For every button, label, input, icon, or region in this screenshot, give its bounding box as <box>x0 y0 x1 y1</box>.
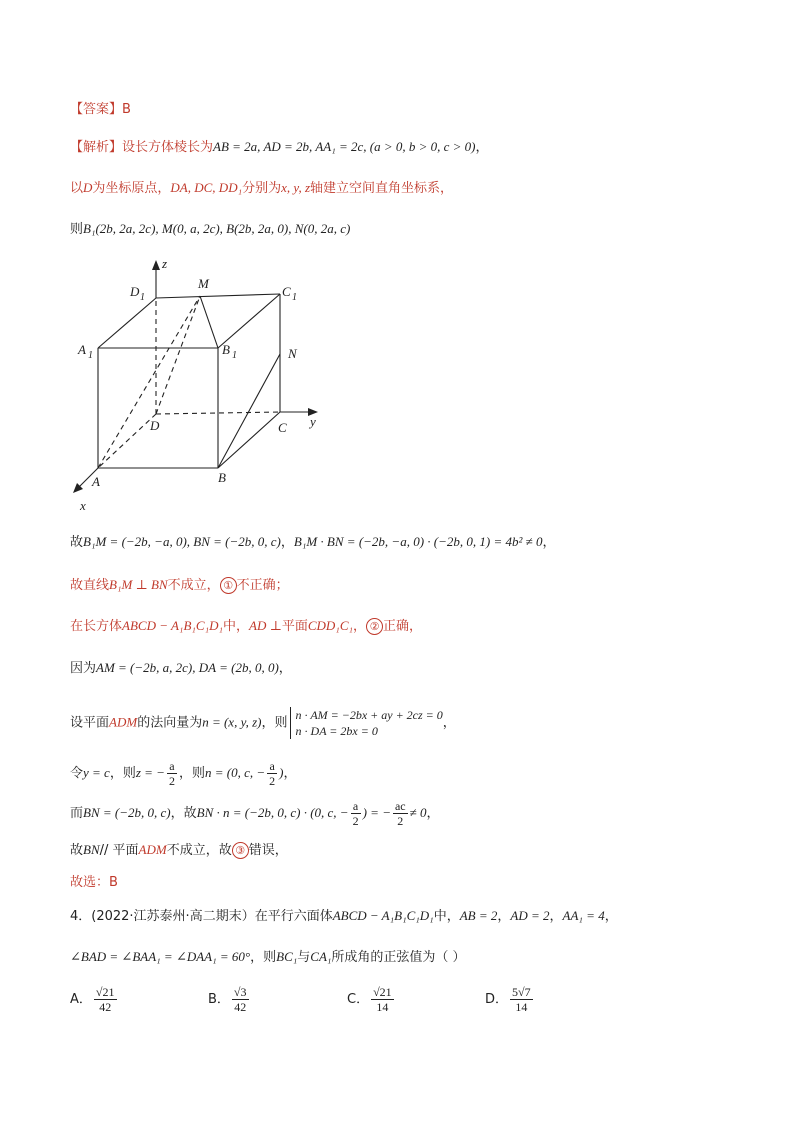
z-arrow <box>152 260 160 270</box>
analysis-label: 【解析】 <box>70 140 123 155</box>
math: y = c <box>83 765 110 780</box>
fraction <box>167 759 177 788</box>
frac-den: 42 <box>99 1000 112 1014</box>
choice-text: 故选：B <box>70 875 118 890</box>
math: x, y, z <box>281 180 311 195</box>
edge-D1-C1 <box>156 294 280 298</box>
edge-A-M <box>98 296 200 468</box>
option-fraction <box>94 985 117 1014</box>
text: 在长方体 <box>70 619 123 634</box>
edge-B-C <box>218 412 280 468</box>
text: 故 <box>70 535 84 550</box>
edge-B-N <box>218 354 280 468</box>
text: 不成立，故 <box>166 843 232 858</box>
text: 轴建立空间直角坐标系， <box>310 181 454 196</box>
math: AA₁ = 4 <box>562 908 605 923</box>
text: 以 <box>70 181 84 196</box>
label-N: N <box>288 346 297 361</box>
frac-num: a <box>351 799 361 814</box>
analysis-line-3 <box>70 219 350 240</box>
label-D: D <box>150 418 160 433</box>
math: n = (0, c, − <box>204 765 266 780</box>
line-vectors-1 <box>70 532 556 553</box>
text: ， <box>549 909 563 924</box>
frac-den: 2 <box>352 814 359 828</box>
fraction <box>393 799 408 828</box>
option-letter: B． <box>208 992 230 1007</box>
math: B₁M ⊥ BN <box>109 577 168 592</box>
label-A: A <box>92 474 100 489</box>
option-c <box>347 985 396 1014</box>
option-b <box>208 985 251 1014</box>
text: 令 <box>70 766 84 781</box>
label-M: M <box>198 276 209 291</box>
text: ， <box>604 909 618 924</box>
frac-den: 42 <box>234 1000 247 1014</box>
label-y: y <box>310 414 316 429</box>
edge-D-M <box>156 296 200 414</box>
line-conclusion-1 <box>70 575 289 596</box>
analysis-text: 设长方体棱长为 <box>122 140 214 155</box>
frac-den: 14 <box>515 1000 528 1014</box>
text: 因为 <box>70 661 97 676</box>
math: CDD₁C₁ <box>307 618 354 633</box>
text: ， <box>426 806 440 821</box>
text: 故直线 <box>70 578 110 593</box>
math: ≠ 0 <box>409 805 427 820</box>
circled-number-3: ③ <box>232 842 249 859</box>
label-D1-sub: 1 <box>140 292 145 303</box>
math: B₁M · BN = (−2b, −a, 0) · (−2b, 0, 1) = 4b² ≠ 0 <box>293 534 543 549</box>
text: 的法向量为 <box>137 715 203 731</box>
math: CA₁ <box>310 949 332 964</box>
math: ADM <box>109 714 138 730</box>
frac-den: 2 <box>168 774 175 788</box>
math: ADM <box>138 842 167 857</box>
math: B₁M = (−2b, −a, 0), BN = (−2b, 0, c) <box>83 534 281 549</box>
frac-num: √21 <box>95 985 115 999</box>
text: 4．(2022·江苏泰州·高二期末）在平行六面体 <box>70 909 333 924</box>
option-fraction <box>232 985 249 1014</box>
label-C1-sub: 1 <box>292 292 297 303</box>
circled-number-2: ② <box>366 618 383 635</box>
text: ， <box>283 766 297 781</box>
text: ，则 <box>250 950 277 965</box>
label-z: z <box>162 256 168 271</box>
option-letter: D． <box>485 992 509 1007</box>
label-B1-sub: 1 <box>232 350 237 361</box>
text: ， <box>280 535 294 550</box>
text: ，则 <box>178 766 205 781</box>
text: ， <box>497 909 511 924</box>
frac-num: ac <box>394 799 406 813</box>
cuboid-figure <box>70 252 330 514</box>
frac-num: 5√7 <box>512 985 531 999</box>
math: ) <box>279 765 284 780</box>
text: ， <box>278 661 292 676</box>
label-C1: C <box>282 284 291 299</box>
fraction <box>351 799 361 828</box>
math: ∠BAD = ∠BAA₁ = ∠DAA₁ = 60° <box>70 949 251 964</box>
edge-A1-D1 <box>98 298 156 348</box>
text: 设平面 <box>70 715 110 731</box>
edge-D-A <box>98 414 156 468</box>
text: 故 <box>70 843 84 858</box>
math: BC₁ <box>276 949 298 964</box>
frac-num: a <box>267 759 277 774</box>
analysis-line-2 <box>70 178 453 199</box>
label-A1: A <box>78 342 86 357</box>
line-let <box>70 758 296 789</box>
line-normal-vector <box>70 707 456 739</box>
equation-1: n · AM = −2bx + ay + 2cz = 0 <box>295 708 443 722</box>
label-A1-sub: 1 <box>88 350 93 361</box>
label-D1: D <box>130 284 140 299</box>
text: ， <box>542 535 556 550</box>
text: 平面 <box>281 619 308 634</box>
text: 错误， <box>248 843 288 858</box>
math: D <box>83 180 93 195</box>
option-letter: C． <box>347 992 370 1007</box>
text: 而 <box>70 806 84 821</box>
option-letter: A． <box>70 992 92 1007</box>
text: 分别为 <box>242 181 282 196</box>
text: 中， <box>433 909 460 924</box>
coords-math: B₁(2b, 2a, 2c), M(0, a, 2c), B(2b, 2a, 0), N(0, 2a, c) <box>83 221 351 236</box>
math: DA, DC, DD₁ <box>170 180 243 195</box>
answer-label: 【答案】 <box>70 102 123 117</box>
text: ，故 <box>170 806 197 821</box>
analysis-line-1 <box>70 137 489 158</box>
math: ABCD − A₁B₁C₁D₁ <box>122 618 224 633</box>
answer-line <box>70 100 131 120</box>
answer-value: B <box>122 102 131 117</box>
label-C: C <box>278 420 287 435</box>
text: ，则 <box>109 766 136 781</box>
circled-number-1: ① <box>220 577 237 594</box>
frac-num: √21 <box>373 985 392 999</box>
equation-system <box>290 707 443 739</box>
text: // 平面 <box>99 843 139 858</box>
frac-num: √3 <box>233 985 247 999</box>
frac-den: 2 <box>397 814 404 828</box>
label-x: x <box>80 498 86 513</box>
math: BN · n = (−2b, 0, c) · (0, c, − <box>196 805 349 820</box>
text: 不成立， <box>167 578 220 593</box>
edge-B1-C1 <box>218 294 280 348</box>
text: 与 <box>297 950 311 965</box>
q4-line-1 <box>70 906 618 927</box>
frac-den: 2 <box>269 774 276 788</box>
fraction <box>267 759 277 788</box>
math: n = (x, y, z) <box>202 714 262 730</box>
math: BN <box>83 842 100 857</box>
math: AM = (−2b, a, 2c), DA = (2b, 0, 0) <box>96 660 279 675</box>
math: ) = − <box>362 805 391 820</box>
equation-2: n · DA = 2bx = 0 <box>295 724 378 738</box>
analysis-math: AB = 2a, AD = 2b, AA₁ = 2c, (a > 0, b > 0, c > 0) <box>213 139 476 154</box>
line-conclusion-3 <box>70 840 288 861</box>
option-d <box>485 985 535 1014</box>
frac-den: 14 <box>376 1000 389 1014</box>
text: 中， <box>223 619 250 634</box>
math: AD ⊥ <box>249 618 282 633</box>
math: z = − <box>135 765 165 780</box>
option-fraction <box>510 985 533 1014</box>
label-B1: B <box>222 342 230 357</box>
text: 所成角的正弦值为（ ） <box>331 950 466 965</box>
frac-num: a <box>167 759 177 774</box>
text: 正确， <box>383 619 423 634</box>
text: 则 <box>70 222 84 237</box>
label-B: B <box>218 470 226 485</box>
line-choice <box>70 873 118 893</box>
line-conclusion-2 <box>70 616 422 637</box>
math: ABCD − A₁B₁C₁D₁ <box>332 908 434 923</box>
math: AB = 2 <box>459 908 498 923</box>
math: AD = 2 <box>510 908 550 923</box>
line-dot-product <box>70 798 440 829</box>
edge-B1-M <box>200 296 218 348</box>
text: ，则 <box>261 715 288 731</box>
punct: ， <box>475 140 489 155</box>
option-a <box>70 985 119 1014</box>
math: BN = (−2b, 0, c) <box>83 805 171 820</box>
text: 为坐标原点， <box>92 181 171 196</box>
text: ， <box>442 715 456 731</box>
q4-line-2 <box>70 947 466 968</box>
line-vectors-2 <box>70 658 292 679</box>
text: ， <box>353 619 367 634</box>
text: 不正确； <box>236 578 289 593</box>
option-fraction <box>371 985 394 1014</box>
